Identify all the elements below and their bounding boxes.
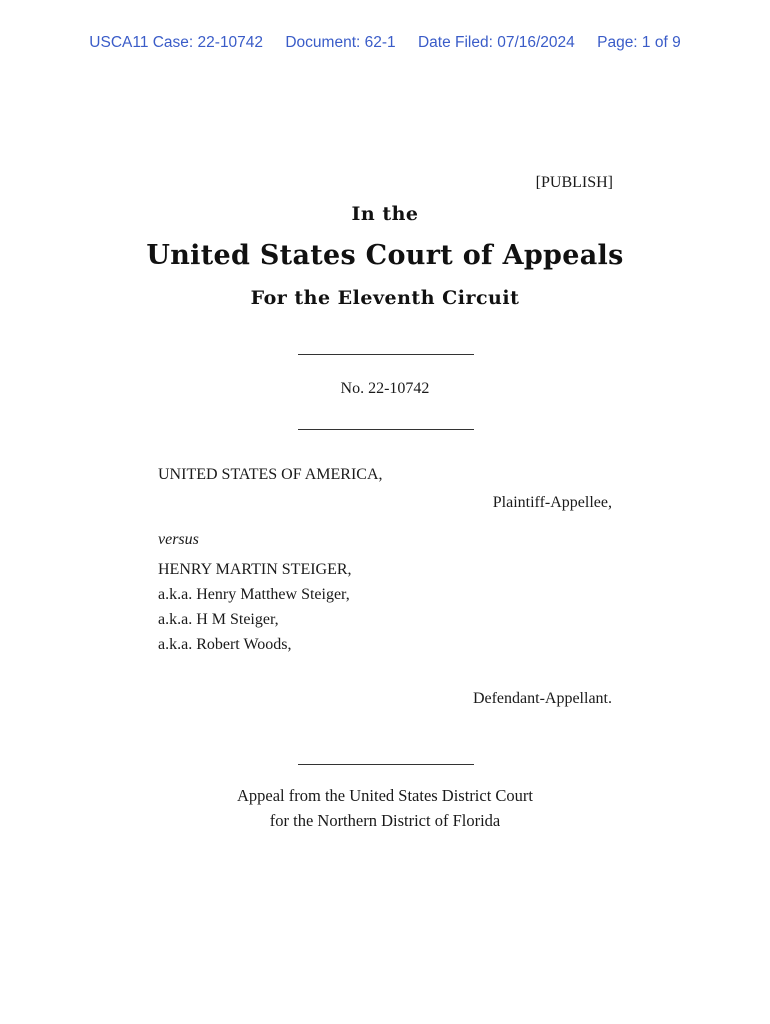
date-filed-stamp: Date Filed: 07/16/2024 [417,34,575,51]
defendant-role: Defendant-Appellant. [472,690,612,707]
document-number-stamp: Document: 62-1 [285,34,396,51]
case-number-stamp: USCA11 Case: 22-10742 [89,34,264,51]
appeal-origin-line: Appeal from the United States District Court [236,786,534,805]
plaintiff-role: Plaintiff-Appellee, [492,494,612,511]
divider-rule [298,764,474,765]
filing-header-stamp [0,34,770,52]
defendant-alias-line: a.k.a. H M Steiger, [158,611,279,628]
plaintiff-name: UNITED STATES OF AMERICA, [158,466,383,483]
circuit-heading: For the Eleventh Circuit [250,287,520,309]
defendant-alias-line: a.k.a. Henry Matthew Steiger, [158,586,350,603]
defendant-names [158,557,352,657]
publish-label: [PUBLISH] [535,174,613,191]
defendant-name-line: HENRY MARTIN STEIGER, [158,561,352,578]
case-number: No. 22-10742 [340,380,430,397]
court-name-heading: United States Court of Appeals [146,240,624,271]
divider-rule [298,429,474,430]
divider-rule [298,354,474,355]
versus-label: versus [158,531,199,548]
appeal-origin [0,783,770,833]
court-heading-in-the: In the [351,203,419,225]
defendant-alias-line: a.k.a. Robert Woods, [158,636,292,653]
page-count-stamp: Page: 1 of 9 [597,34,681,51]
appeal-origin-line: for the Northern District of Florida [269,811,501,830]
